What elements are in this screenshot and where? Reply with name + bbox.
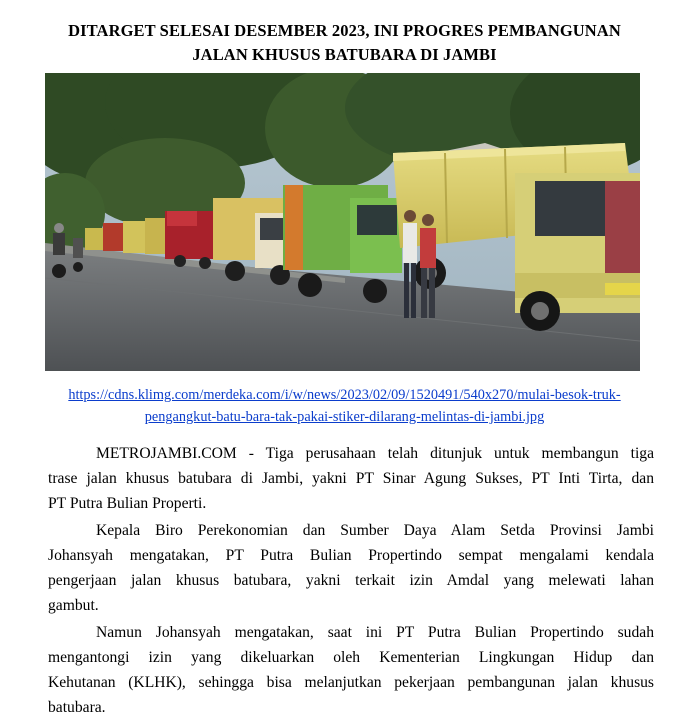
coal-trucks-photo [45, 73, 640, 371]
paragraph-line: trase jalan khusus batubara di Jambi, yakni PT Sinar Agung Sukses, PT Inti Tirta, dan [48, 470, 654, 487]
paragraph-3 [48, 620, 654, 720]
paragraph-1 [48, 441, 654, 516]
paragraph-line: gambut. [48, 597, 99, 614]
paragraph-line: Johansyah mengatakan, PT Putra Bulian Propertindo sempat mengalami kendala [48, 547, 654, 564]
paragraph-line: Namun Johansyah mengatakan, saat ini PT Putra Bulian Propertindo sudah [96, 624, 654, 641]
image-source-link-line-2[interactable]: pengangkut-batu-bara-tak-pakai-stiker-dilarang-melintas-di-jambi.jpg [144, 409, 545, 425]
paragraph-line: PT Putra Bulian Properti. [48, 495, 207, 512]
paragraph-line: pengerjaan jalan khusus batubara, yakni terkait izin Amdal yang melewati lahan [48, 572, 654, 589]
paragraph-line: mengantongi izin yang dikeluarkan oleh Kementerian Lingkungan Hidup dan [48, 649, 654, 666]
image-source-link-line-1[interactable]: https://cdns.klimg.com/merdeka.com/i/w/news/2023/02/09/1520491/540x270/mulai-besok-truk- [68, 387, 621, 403]
paragraph-2 [48, 518, 654, 618]
paragraph-line: Kehutanan (KLHK), sehingga bisa melanjutkan pekerjaan pembangunan jalan khusus [48, 674, 654, 691]
image-source-link[interactable] [20, 384, 669, 428]
article-title-line-1: DITARGET SELESAI DESEMBER 2023, INI PROGRES PEMBANGUNAN [68, 21, 621, 40]
article-title-line-2: JALAN KHUSUS BATUBARA DI JAMBI [192, 45, 497, 64]
paragraph-line: batubara. [48, 699, 106, 716]
paragraph-line: METROJAMBI.COM - Tiga perusahaan telah ditunjuk untuk membangun tiga [96, 445, 654, 462]
article-title [20, 19, 669, 67]
paragraph-line: Kepala Biro Perekonomian dan Sumber Daya Alam Setda Provinsi Jambi [96, 522, 654, 539]
